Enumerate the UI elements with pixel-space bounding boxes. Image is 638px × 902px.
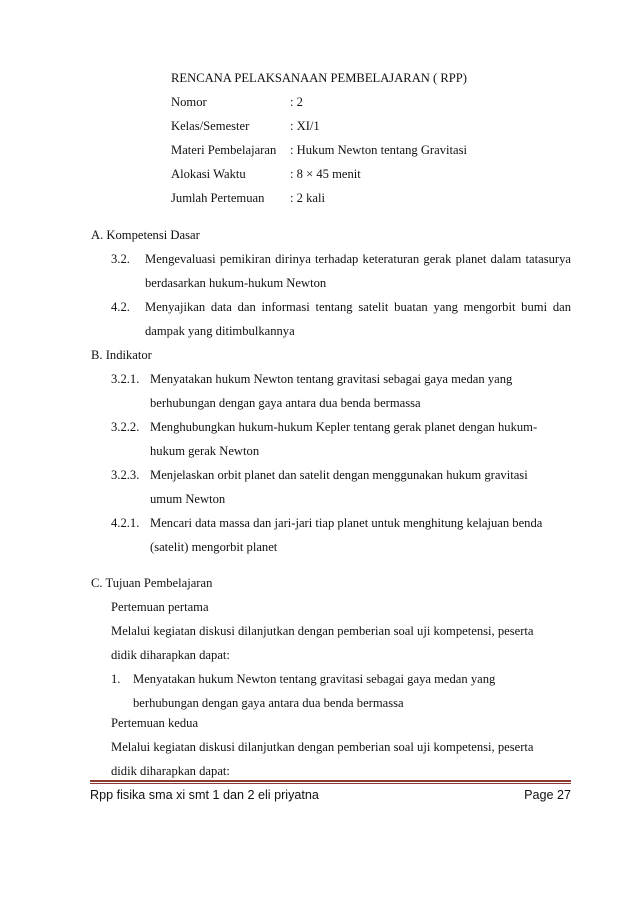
footer-rule bbox=[90, 780, 571, 782]
indicator-text: Mencari data massa dan jari-jari tiap planet untuk menghitung kelajuan benda bbox=[150, 516, 543, 530]
info-value-nomor: : 2 bbox=[290, 95, 303, 109]
kd-text: Mengevaluasi pemikiran dirinya terhadap keteraturan gerak planet dalam tatasurya bbox=[145, 252, 571, 266]
indicator-number: 3.2.3. bbox=[111, 468, 140, 482]
indicator-number: 3.2.1. bbox=[111, 372, 140, 386]
indicator-text: Menghubungkan hukum-hukum Kepler tentang gerak planet dengan hukum- bbox=[150, 420, 538, 434]
goal-text-continued: berhubungan dengan gaya antara dua benda bermassa bbox=[133, 696, 404, 710]
indicator-number: 4.2.1. bbox=[111, 516, 140, 530]
section-a-heading: A. Kompetensi Dasar bbox=[91, 228, 200, 242]
info-value-kelas: : XI/1 bbox=[290, 119, 320, 133]
kd-text: Menyajikan data dan informasi tentang satelit buatan yang mengorbit bumi dan bbox=[145, 300, 571, 314]
info-label-alokasi: Alokasi Waktu bbox=[171, 167, 246, 181]
info-value-alokasi: : 8 × 45 menit bbox=[290, 167, 361, 181]
indicator-text-continued: umum Newton bbox=[150, 492, 226, 506]
section-b-heading: B. Indikator bbox=[91, 348, 152, 362]
indicator-text-continued: hukum gerak Newton bbox=[150, 444, 260, 458]
section-c-heading: C. Tujuan Pembelajaran bbox=[91, 576, 213, 590]
goal-text: Menyatakan hukum Newton tentang gravitasi sebagai gaya medan yang bbox=[133, 672, 496, 686]
info-value-jumlah: : 2 kali bbox=[290, 191, 325, 205]
info-label-materi: Materi Pembelajaran bbox=[171, 143, 277, 157]
kd-number: 3.2. bbox=[111, 252, 130, 266]
kd-number: 4.2. bbox=[111, 300, 130, 314]
meeting-2-intro-continued: didik diharapkan dapat: bbox=[111, 764, 230, 778]
footer-text: Rpp fisika sma xi smt 1 dan 2 eli priyatna bbox=[90, 788, 319, 802]
info-label-kelas: Kelas/Semester bbox=[171, 119, 250, 133]
document-title: RENCANA PELAKSANAAN PEMBELAJARAN ( RPP) bbox=[171, 71, 467, 85]
page-number: Page 27 bbox=[524, 788, 571, 802]
info-label-jumlah: Jumlah Pertemuan bbox=[171, 191, 265, 205]
indicator-text: Menyatakan hukum Newton tentang gravitasi sebagai gaya medan yang bbox=[150, 372, 513, 386]
indicator-text: Menjelaskan orbit planet dan satelit dengan menggunakan hukum gravitasi bbox=[150, 468, 528, 482]
indicator-text-continued: (satelit) mengorbit planet bbox=[150, 540, 278, 554]
info-label-nomor: Nomor bbox=[171, 95, 207, 109]
kd-text-continued: dampak yang ditimbulkannya bbox=[145, 324, 295, 338]
goal-number: 1. bbox=[111, 672, 121, 686]
kd-text-continued: berdasarkan hukum-hukum Newton bbox=[145, 276, 327, 290]
meeting-1-intro: Melalui kegiatan diskusi dilanjutkan dengan pemberian soal uji kompetensi, peserta bbox=[111, 624, 534, 638]
meeting-2-title: Pertemuan kedua bbox=[111, 716, 199, 730]
meeting-2-intro: Melalui kegiatan diskusi dilanjutkan dengan pemberian soal uji kompetensi, peserta bbox=[111, 740, 534, 754]
indicator-number: 3.2.2. bbox=[111, 420, 140, 434]
meeting-1-title: Pertemuan pertama bbox=[111, 600, 209, 614]
info-value-materi: : Hukum Newton tentang Gravitasi bbox=[290, 143, 467, 157]
indicator-text-continued: berhubungan dengan gaya antara dua benda bermassa bbox=[150, 396, 421, 410]
footer-rule-thin bbox=[90, 783, 571, 784]
meeting-1-intro-continued: didik diharapkan dapat: bbox=[111, 648, 230, 662]
